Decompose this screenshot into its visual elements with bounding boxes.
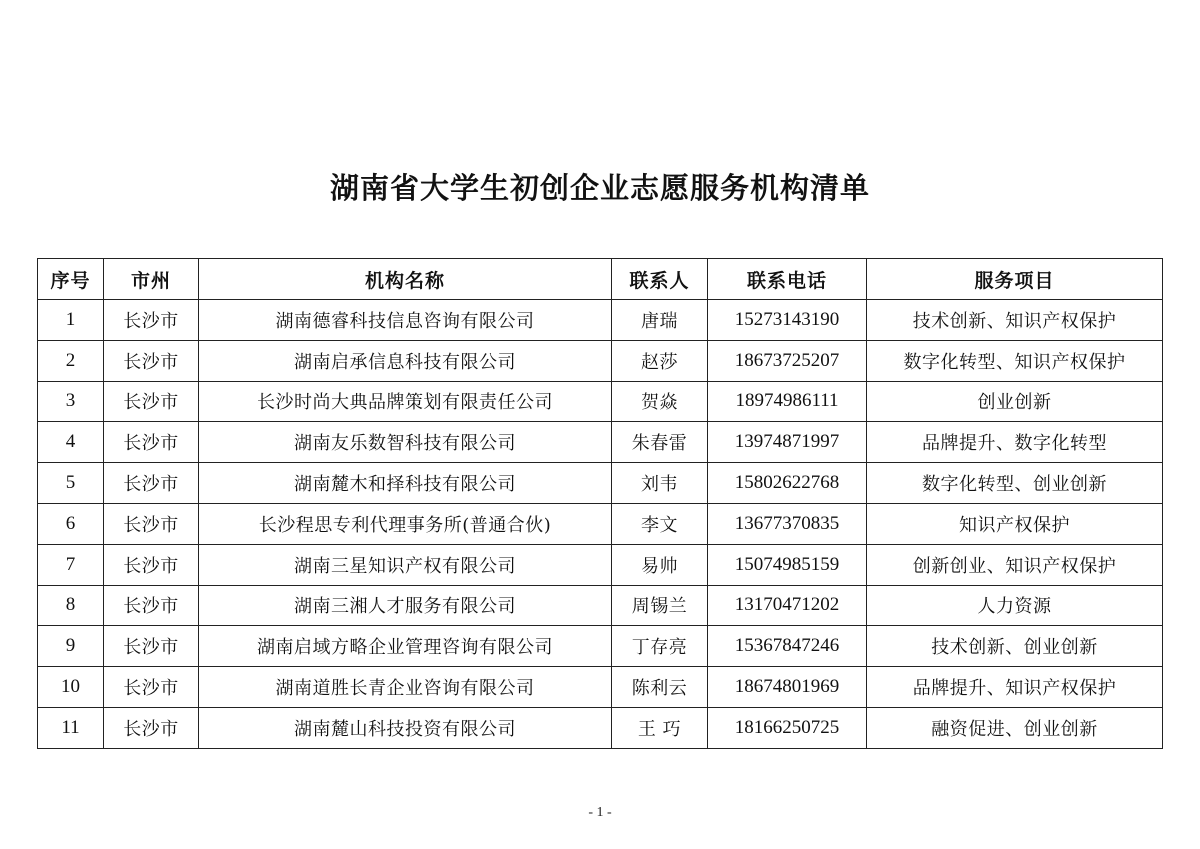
cell-org-name: 湖南三湘人才服务有限公司	[199, 585, 612, 626]
table-row	[38, 300, 1163, 341]
cell-org-name: 湖南麓木和择科技有限公司	[199, 463, 612, 504]
cell-serial: 2	[38, 340, 104, 381]
table-row	[38, 340, 1163, 381]
cell-phone: 15367847246	[708, 626, 867, 667]
cell-serial: 1	[38, 300, 104, 341]
cell-serial: 6	[38, 503, 104, 544]
cell-contact: 陈利云	[612, 667, 708, 708]
cell-city: 长沙市	[104, 503, 199, 544]
cell-serial: 9	[38, 626, 104, 667]
cell-service: 人力资源	[867, 585, 1163, 626]
cell-contact: 丁存亮	[612, 626, 708, 667]
header-phone: 联系电话	[708, 259, 867, 300]
cell-city: 长沙市	[104, 585, 199, 626]
cell-service: 创新创业、知识产权保护	[867, 544, 1163, 585]
header-city: 市州	[104, 259, 199, 300]
cell-contact: 赵莎	[612, 340, 708, 381]
cell-phone: 18166250725	[708, 707, 867, 748]
table-row	[38, 381, 1163, 422]
cell-serial: 8	[38, 585, 104, 626]
cell-service: 融资促进、创业创新	[867, 707, 1163, 748]
cell-city: 长沙市	[104, 463, 199, 504]
cell-org-name: 湖南三星知识产权有限公司	[199, 544, 612, 585]
cell-phone: 15074985159	[708, 544, 867, 585]
cell-service: 数字化转型、知识产权保护	[867, 340, 1163, 381]
header-contact: 联系人	[612, 259, 708, 300]
table-row	[38, 667, 1163, 708]
cell-serial: 3	[38, 381, 104, 422]
table-row	[38, 422, 1163, 463]
header-service: 服务项目	[867, 259, 1163, 300]
cell-phone: 15273143190	[708, 300, 867, 341]
cell-service: 技术创新、知识产权保护	[867, 300, 1163, 341]
cell-org-name: 湖南启域方略企业管理咨询有限公司	[199, 626, 612, 667]
cell-city: 长沙市	[104, 422, 199, 463]
cell-service: 技术创新、创业创新	[867, 626, 1163, 667]
cell-city: 长沙市	[104, 667, 199, 708]
cell-contact: 朱春雷	[612, 422, 708, 463]
table-row	[38, 544, 1163, 585]
cell-serial: 10	[38, 667, 104, 708]
cell-org-name: 湖南启承信息科技有限公司	[199, 340, 612, 381]
cell-city: 长沙市	[104, 381, 199, 422]
cell-org-name: 湖南麓山科技投资有限公司	[199, 707, 612, 748]
table-body	[38, 300, 1163, 749]
page-number: - 1 -	[588, 805, 612, 820]
cell-org-name: 湖南德睿科技信息咨询有限公司	[199, 300, 612, 341]
cell-contact: 周锡兰	[612, 585, 708, 626]
cell-city: 长沙市	[104, 544, 199, 585]
cell-service: 知识产权保护	[867, 503, 1163, 544]
table-row	[38, 503, 1163, 544]
cell-org-name: 长沙程思专利代理事务所(普通合伙)	[199, 503, 612, 544]
cell-phone: 18974986111	[708, 381, 867, 422]
cell-phone: 13677370835	[708, 503, 867, 544]
cell-org-name: 长沙时尚大典品牌策划有限责任公司	[199, 381, 612, 422]
cell-org-name: 湖南友乐数智科技有限公司	[199, 422, 612, 463]
header-org-name: 机构名称	[199, 259, 612, 300]
table-row	[38, 626, 1163, 667]
cell-contact: 易帅	[612, 544, 708, 585]
cell-contact: 王 巧	[612, 707, 708, 748]
cell-city: 长沙市	[104, 300, 199, 341]
header-serial: 序号	[38, 259, 104, 300]
cell-phone: 13974871997	[708, 422, 867, 463]
cell-city: 长沙市	[104, 340, 199, 381]
cell-serial: 4	[38, 422, 104, 463]
cell-service: 品牌提升、数字化转型	[867, 422, 1163, 463]
cell-city: 长沙市	[104, 707, 199, 748]
table-row	[38, 463, 1163, 504]
cell-phone: 15802622768	[708, 463, 867, 504]
table-row	[38, 585, 1163, 626]
cell-serial: 5	[38, 463, 104, 504]
cell-phone: 18674801969	[708, 667, 867, 708]
cell-serial: 7	[38, 544, 104, 585]
cell-service: 品牌提升、知识产权保护	[867, 667, 1163, 708]
cell-contact: 贺焱	[612, 381, 708, 422]
organization-table	[37, 258, 1163, 749]
page-title: 湖南省大学生初创企业志愿服务机构清单	[329, 171, 870, 205]
cell-service: 创业创新	[867, 381, 1163, 422]
cell-contact: 刘韦	[612, 463, 708, 504]
table-row	[38, 707, 1163, 748]
cell-serial: 11	[38, 707, 104, 748]
cell-phone: 18673725207	[708, 340, 867, 381]
cell-phone: 13170471202	[708, 585, 867, 626]
cell-service: 数字化转型、创业创新	[867, 463, 1163, 504]
table-header-row	[38, 259, 1163, 300]
cell-city: 长沙市	[104, 626, 199, 667]
cell-org-name: 湖南道胜长青企业咨询有限公司	[199, 667, 612, 708]
cell-contact: 李文	[612, 503, 708, 544]
cell-contact: 唐瑞	[612, 300, 708, 341]
